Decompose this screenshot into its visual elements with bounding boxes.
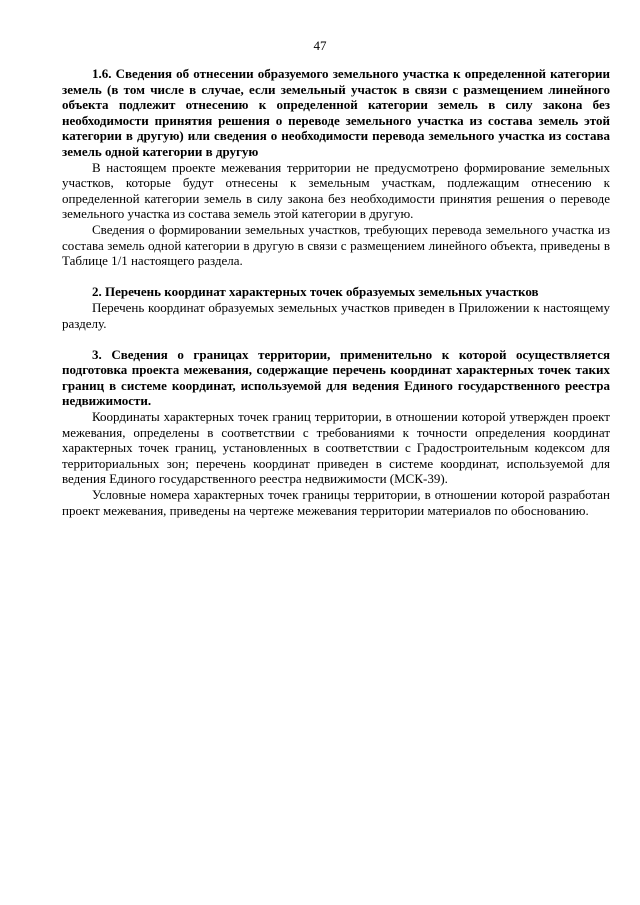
paragraph: Сведения о формировании земельных участков, требующих перевода земельного участка из состава земель одной категории в другую в связи с размещением линейного объекта, приведены в Таблице 1/1 настоящего раздела.: [62, 221, 610, 269]
section-2: [62, 284, 610, 331]
page-number: 47: [313, 38, 327, 53]
section-spacer: [62, 269, 610, 285]
paragraph: В настоящем проекте межевания территории не предусмотрено формирование земельных участков, которые будут отнесены к земельным участкам, подлежащим отнесению к определенной категории земель в силу закона без необходимости принятия решения о переводе земельного участка из состава земель этой категории в другую.: [62, 159, 610, 222]
paragraph: Перечень координат образуемых земельных участков приведен в Приложении к настоящему разделу.: [62, 299, 610, 331]
document-body: [62, 66, 610, 518]
section-1-6: [62, 66, 610, 269]
section-heading: 1.6. Сведения об отнесении образуемого земельного участка к определенной категории земель (в том числе в случае, если земельный участок в связи с размещением линейного объекта подлежит отнесению к определенной категории земель в силу закона без необходимости принятия решения о переводе земельного участка из состава земель этой категории в другую) или сведения о необходимости перевода земельного участка из состава земель одной категории в другую: [62, 66, 610, 159]
paragraph: Условные номера характерных точек границы территории, в отношении которой разработан проект межевания, приведены на чертеже межевания территории материалов по обоснованию.: [62, 487, 610, 518]
paragraph: Координаты характерных точек границ территории, в отношении которой утвержден проект межевания, определены в соответствии с требованиями к точности определения координат характерных точек границ, установленных в соответствии с Градостроительным кодексом для территориальных зон; перечень координат приведен в системе координат, используемой для ведения Единого государственного реестра недвижимости (МСК-39).: [62, 409, 610, 487]
section-heading: 3. Сведения о границах территории, применительно к которой осуществляется подготовка проекта межевания, содержащие перечень координат характерных точек таких границ в системе координат, используемой для ведения Единого государственного реестра недвижимости.: [62, 346, 610, 409]
section-spacer: [62, 331, 610, 347]
section-3: [62, 347, 610, 519]
section-heading: 2. Перечень координат характерных точек образуемых земельных участков: [92, 284, 539, 300]
